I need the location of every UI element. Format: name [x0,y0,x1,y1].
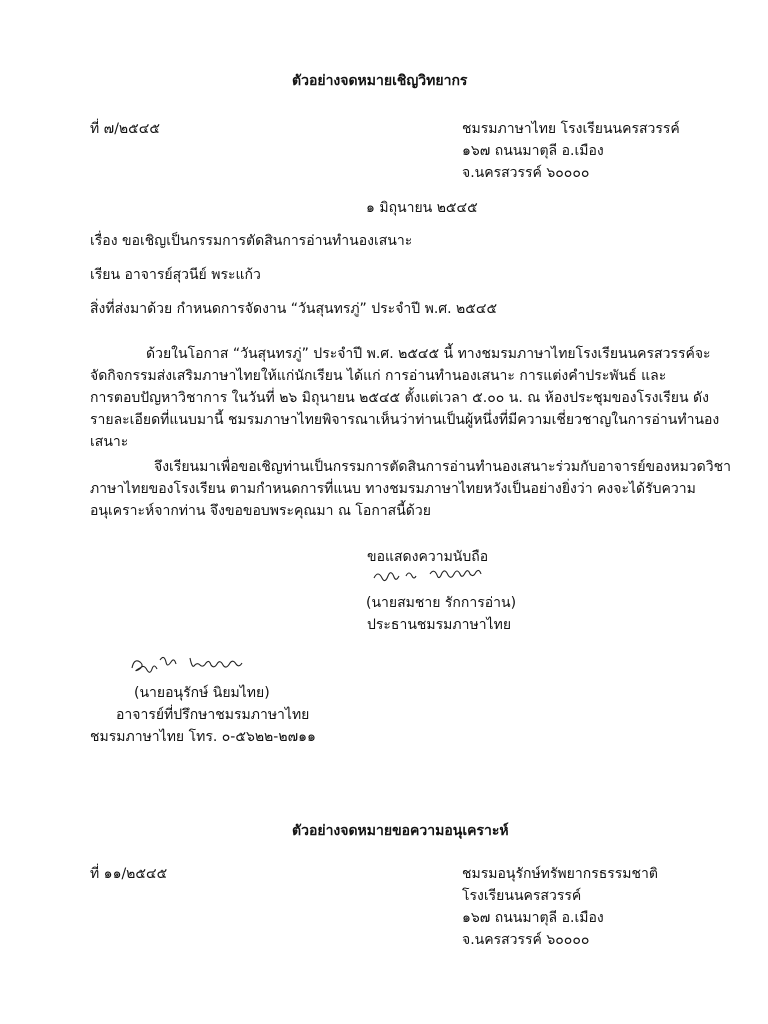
letter1-signer-name: (นายสมชาย รักการอ่าน) [366,595,517,611]
letter1-salutation: เรียน อาจารย์สุวนีย์ พระแก้ว [90,267,261,283]
letter2-sender-line-1: ชมรมอนุรักษ์ทรัพยากรธรรมชาติ [462,866,658,882]
letter2-sender-line-3: ๑๖๗ ถนนมาตุลี อ.เมือง [462,910,604,926]
letter1-advisor-name: (นายอนุรักษ์ นิยมไทย) [134,685,270,701]
letter1-date: ๑ มิถุนายน ๒๕๔๕ [366,200,478,216]
letter1-contact: ชมรมภาษาไทย โทร. ๐-๕๖๒๒-๒๗๑๑ [90,729,316,745]
letter1-paragraph1-line-1: ด้วยในโอกาส “วันสุนทรภู่” ประจำปี พ.ศ. ๒๕๔๕ นี้ ทางชมรมภาษาไทยโรงเรียนนครสวรรค์จะ [146,346,711,362]
letter1-paragraph2-line-1: จึงเรียนมาเพื่อขอเชิญท่านเป็นกรรมการตัดสินการอ่านทำนองเสนาะร่วมกับอาจารย์ของหมวดวิชา [154,459,731,475]
letter1-sender-line-2: ๑๖๗ ถนนมาตุลี อ.เมือง [462,143,604,159]
letter2-title: ตัวอย่างจดหมายขอความอนุเคราะห์ [292,823,509,839]
letter1-subject: เรื่อง ขอเชิญเป็นกรรมการตัดสินการอ่านทำนองเสนาะ [90,233,413,249]
letter1-reference-number: ที่ ๗/๒๕๔๕ [90,121,160,137]
letter1-paragraph2-line-2: ภาษาไทยของโรงเรียน ตามกำหนดการที่แนบ ทางชมรมภาษาไทยหวังเป็นอย่างยิ่งว่า คงจะได้รับความ [90,481,696,497]
letter2-reference-number: ที่ ๑๑/๒๕๔๕ [90,866,168,882]
letter1-signer-title: ประธานชมรมภาษาไทย [367,617,512,633]
letter1-closing: ขอแสดงความนับถือ [367,549,489,565]
letter1-paragraph2-line-3: อนุเคราะห์จากท่าน จึงขอขอบพระคุณมา ณ โอกาสนี้ด้วย [90,503,431,519]
letter1-paragraph1-line-4: รายละเอียดที่แนบมานี้ ชมรมภาษาไทยพิจารณาเห็นว่าท่านเป็นผู้หนึ่งที่มีความเชี่ยวชาญในการอ่านทำนอง [90,412,720,428]
letter1-title: ตัวอย่างจดหมายเชิญวิทยากร [292,73,468,89]
letter1-enclosure: สิ่งที่ส่งมาด้วย กำหนดการจัดงาน “วันสุนทรภู่” ประจำปี พ.ศ. ๒๕๔๕ [90,301,498,317]
letter2-sender-line-2: โรงเรียนนครสวรรค์ [462,888,582,904]
letter1-advisor-title: อาจารย์ที่ปรึกษาชมรมภาษาไทย [116,707,310,723]
letter1-paragraph1-line-5: เสนาะ [90,434,129,450]
letter1-paragraph1-line-3: การตอบปัญหาวิชาการ ในวันที่ ๒๖ มิถุนายน ๒๕๔๕ ตั้งแต่เวลา ๕.๐๐ น. ณ ห้องประชุมของโรงเรียน ดัง [90,390,709,406]
handwritten-signature-1 [372,566,502,588]
handwritten-signature-2 [128,652,258,680]
letter1-sender-line-1: ชมรมภาษาไทย โรงเรียนนครสวรรค์ [462,121,680,137]
letter1-sender-line-3: จ.นครสวรรค์ ๖๐๐๐๐ [462,165,590,181]
letter1-paragraph1-line-2: จัดกิจกรรมส่งเสริมภาษาไทยให้แก่นักเรียน ได้แก่ การอ่านทำนองเสนาะ การแต่งคำประพันธ์ และ [90,368,667,384]
letter2-sender-line-4: จ.นครสวรรค์ ๖๐๐๐๐ [462,932,590,948]
